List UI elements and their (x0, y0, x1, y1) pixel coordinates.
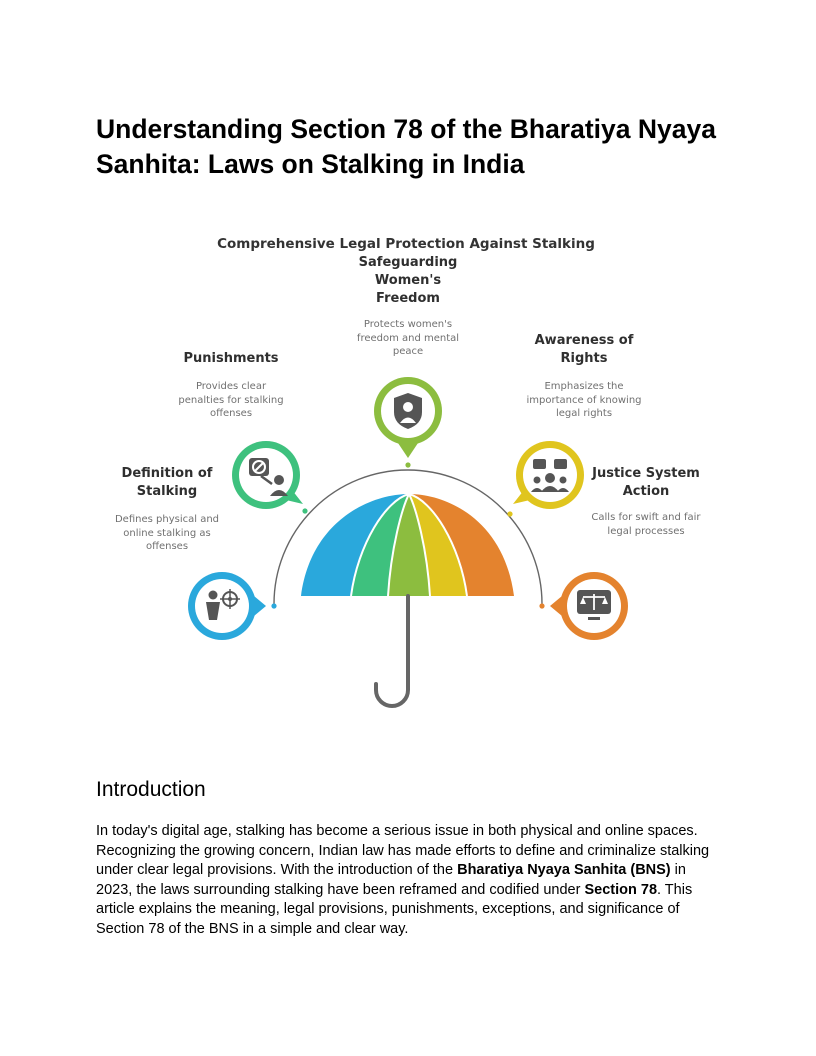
infographic-title: Comprehensive Legal Protection Against Stalking (217, 236, 595, 252)
bns-term: Bharatiya Nyaya Sanhita (BNS) (457, 862, 671, 879)
page-title: Understanding Section 78 of the Bharatiya Nyaya Sanhita: Laws on Stalking in India (96, 114, 716, 179)
label-freedom: Safeguarding Women's Freedom (358, 255, 458, 306)
arc-dot-punishments (302, 508, 307, 513)
pin-punishments (232, 441, 303, 509)
desc-definition: Defines physical and online stalking as offenses (114, 514, 220, 552)
arc-dot-awareness (507, 511, 512, 516)
desc-freedom: Protects women's freedom and mental peace (356, 319, 460, 357)
label-definition: Definition of Stalking (121, 466, 213, 499)
pin-justice (550, 572, 628, 640)
pin-definition (188, 572, 266, 640)
introduction-heading: Introduction (96, 778, 206, 801)
arc-dot-freedom (405, 462, 410, 467)
pin-awareness (513, 441, 584, 509)
section-term: Section 78 (584, 881, 658, 898)
infographic (96, 228, 720, 728)
label-awareness: Awareness of Rights (534, 333, 634, 366)
arc-dot-definition (271, 603, 276, 608)
umbrella-handle (376, 596, 408, 706)
desc-awareness: Emphasizes the importance of knowing legal rights (526, 381, 642, 419)
desc-justice: Calls for swift and fair legal processes (591, 512, 701, 537)
umbrella-canopy (301, 494, 514, 596)
introduction-paragraph (96, 822, 724, 940)
intro-text-3: . This article explains the meaning, legal provisions, punishments, exceptions, and significance of Section 78 of the BNS in a simple and clear way. (96, 881, 693, 937)
desc-punishments: Provides clear penalties for stalking offenses (178, 381, 284, 419)
intro-text-2: in 2023, the laws surrounding stalking have been reframed and codified under (96, 862, 686, 898)
pin-freedom (374, 377, 442, 458)
label-punishments: Punishments (183, 351, 279, 366)
intro-text-1: In today's digital age, stalking has become a serious issue in both physical and online spaces. Recognizing the growing concern, Indian law has made efforts to define and criminalize stalking under clear legal provisions. With the introduction of the (96, 823, 710, 879)
arc-dot-justice (539, 603, 544, 608)
label-justice: Justice System Action (592, 466, 700, 499)
